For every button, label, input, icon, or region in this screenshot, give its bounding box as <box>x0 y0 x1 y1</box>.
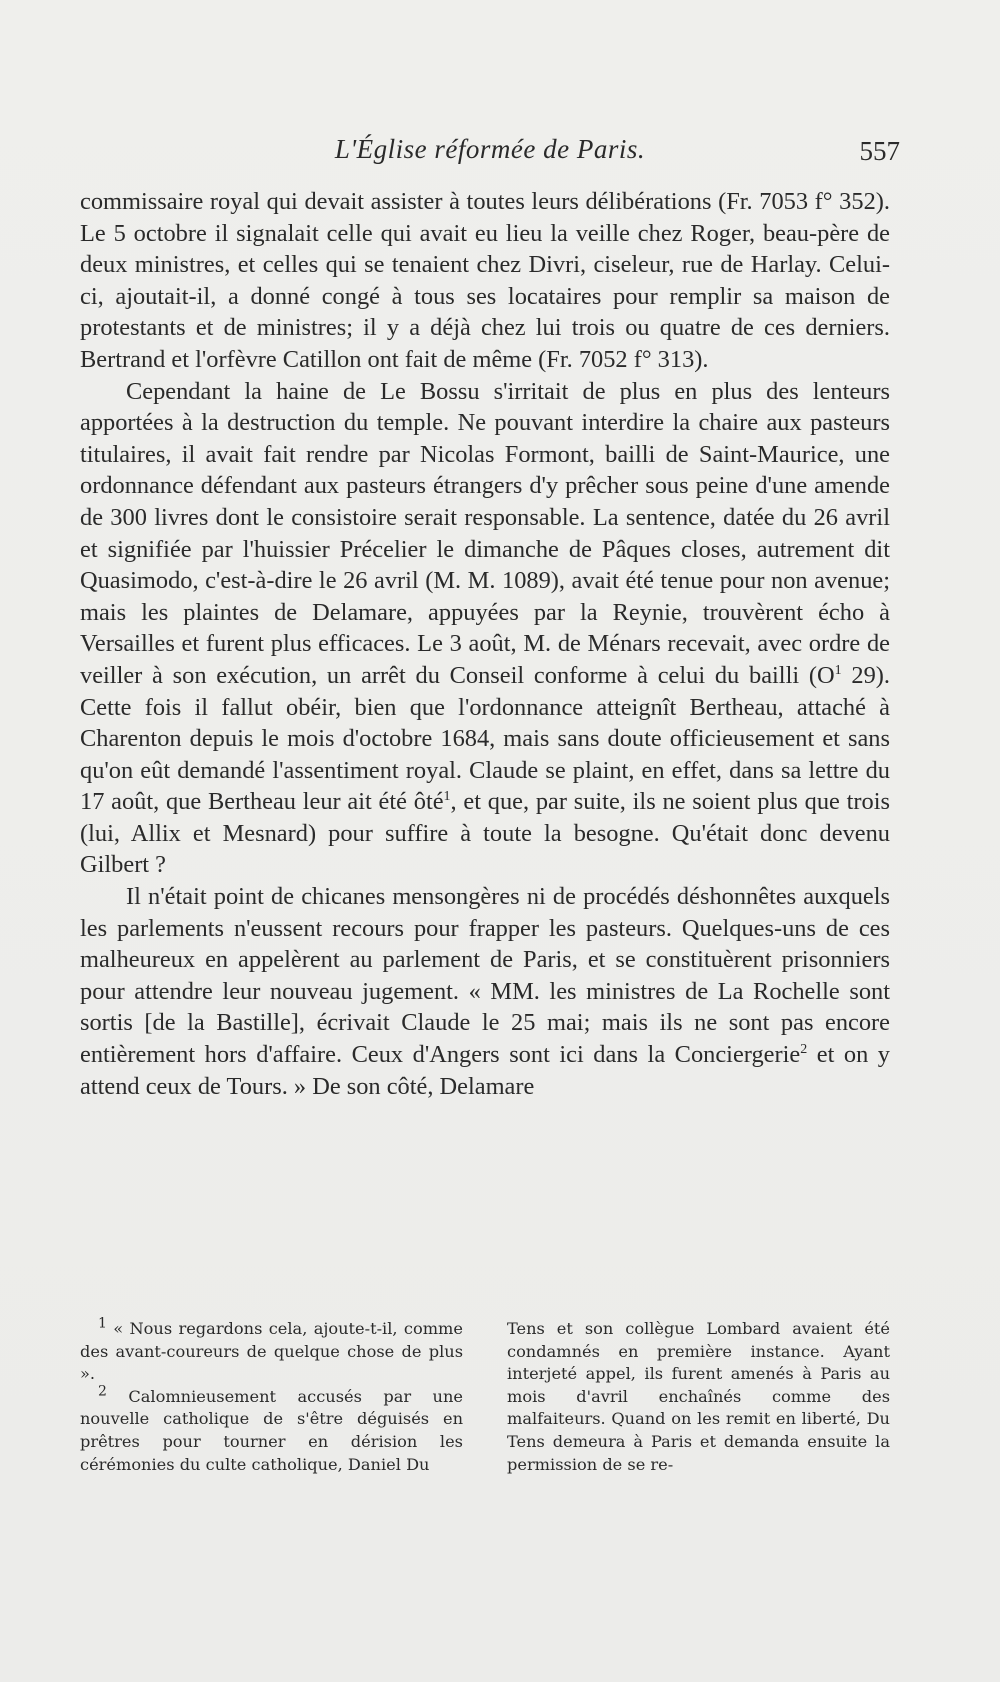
paragraph-1-text: commissaire royal qui devait assister à toutes leurs délibérations (Fr. 7053 f° 352). Le 5 octobre il signalait celle qui avait eu lieu la veille chez Roger, beau-père de deux ministres, et celles qui se tenaient chez Divri, ciseleur, rue de Harlay. Celui-ci, ajoutait-il, a donné congé à tous ses locataires pour remplir sa maison de protestants et de ministres; il y a déjà chez lui trois ou quatre de ces derniers. Bertrand et l'orfèvre Catillon ont fait de même (Fr. 7052 f° 313). <box>80 188 890 373</box>
paragraph-2-text-b: 29). Cette fois il fallut obéir, bien que l'ordonnance atteignît Bertheau, attaché à Charenton depuis le mois d'octobre 1684, mais sans doute officieusement et sans qu'on eût demandé l'assentiment royal. Claude se plaint, en effet, dans sa lettre du 17 août, que Bertheau leur ait été ôté <box>80 661 890 816</box>
paragraph-3 <box>80 881 890 1102</box>
footnote-2-text-left: Calomnieusement accusés par une nouvelle catholique de s'être déguisés en prêtres pour tourner en dérision les cérémonies du culte catholique, Daniel Du <box>80 1386 463 1474</box>
paragraph-3-text-a: Il n'était point de chicanes mensongères ni de procédés déshonnêtes auxquels les parlements n'eussent recours pour frapper les pasteurs. Quelques-uns de ces malheureux en appelèrent au parlement de Paris, et se constituèrent prisonniers pour attendre leur nouveau jugement. « MM. les ministres de La Rochelle sont sortis [de la Bastille], écrivait Claude le 25 mai; mais ils ne sont pas encore entièrement hors d'affaire. Ceux d'Angers sont ici dans la Conciergerie <box>80 883 890 1069</box>
footnote-2-marker: 2 <box>98 1383 107 1400</box>
paragraph-2 <box>80 376 890 882</box>
paragraph-2-text-a: Cependant la haine de Le Bossu s'irritait de plus en plus des lenteurs apportées à la destruction du temple. Ne pouvant interdire la chaire aux pasteurs titulaires, il avait fait rendre par Nicolas Formont, bailli de Saint-Maurice, une ordonnance défendant aux pasteurs étrangers d'y prêcher sous peine d'une amende de 300 livres dont le consistoire serait responsable. La sentence, datée du 26 avril et signifiée par l'huissier Précelier le dimanche de Pâques closes, autrement dit Quasimodo, c'est-à-dire le 26 avril (M. M. 1089), avait été tenue pour non avenue; mais les plaintes de Delamare, appuyées par la Reynie, trouvèrent écho à Versailles et furent plus efficaces. Le 3 août, M. de Ménars recevait, avec ordre de veiller à son exécution, un arrêt du Conseil conforme à celui du bailli (O <box>80 377 890 689</box>
paragraph-1 <box>80 186 890 376</box>
footnotes-left-column <box>80 1315 463 1476</box>
running-title: L'Église réformée de Paris. <box>334 134 646 164</box>
footnote-2-continued <box>507 1318 890 1476</box>
footnote-1 <box>80 1315 463 1386</box>
footnotes-right-column <box>507 1318 890 1476</box>
footnote-2-text-right: Tens et son collègue Lombard avaient été condamnés en première instance. Ayant interjeté appel, ils furent amenés à Paris au mois d'avril enchaînés comme des malfaiteurs. Quand on les remit en liberté, Du Tens demeura à Paris et demanda ensuite la permission de se re- <box>507 1319 890 1474</box>
paragraph-3-text-b: et on y attend ceux de Tours. » De son côté, Delamare <box>80 1041 891 1100</box>
page-number: 557 <box>859 136 900 166</box>
superscript-1: 1 <box>834 662 842 678</box>
page-header <box>80 134 900 174</box>
footnote-1-text: « Nous regardons cela, ajoute-t-il, comme des avant-coureurs de quelque chose de plus ». <box>80 1319 463 1384</box>
paragraph-2-text-c: , et que, par suite, ils ne soient plus que trois (lui, Allix et Mesnard) pour suffire à toute la besogne. Qu'était donc devenu Gilbert ? <box>80 788 890 879</box>
footnote-ref-2: 2 <box>800 1041 808 1057</box>
footnotes <box>80 1315 890 1476</box>
footnote-1-marker: 1 <box>98 1315 107 1332</box>
footnote-2 <box>80 1383 463 1476</box>
footnote-ref-1: 1 <box>443 789 451 805</box>
body-text <box>80 186 890 1102</box>
